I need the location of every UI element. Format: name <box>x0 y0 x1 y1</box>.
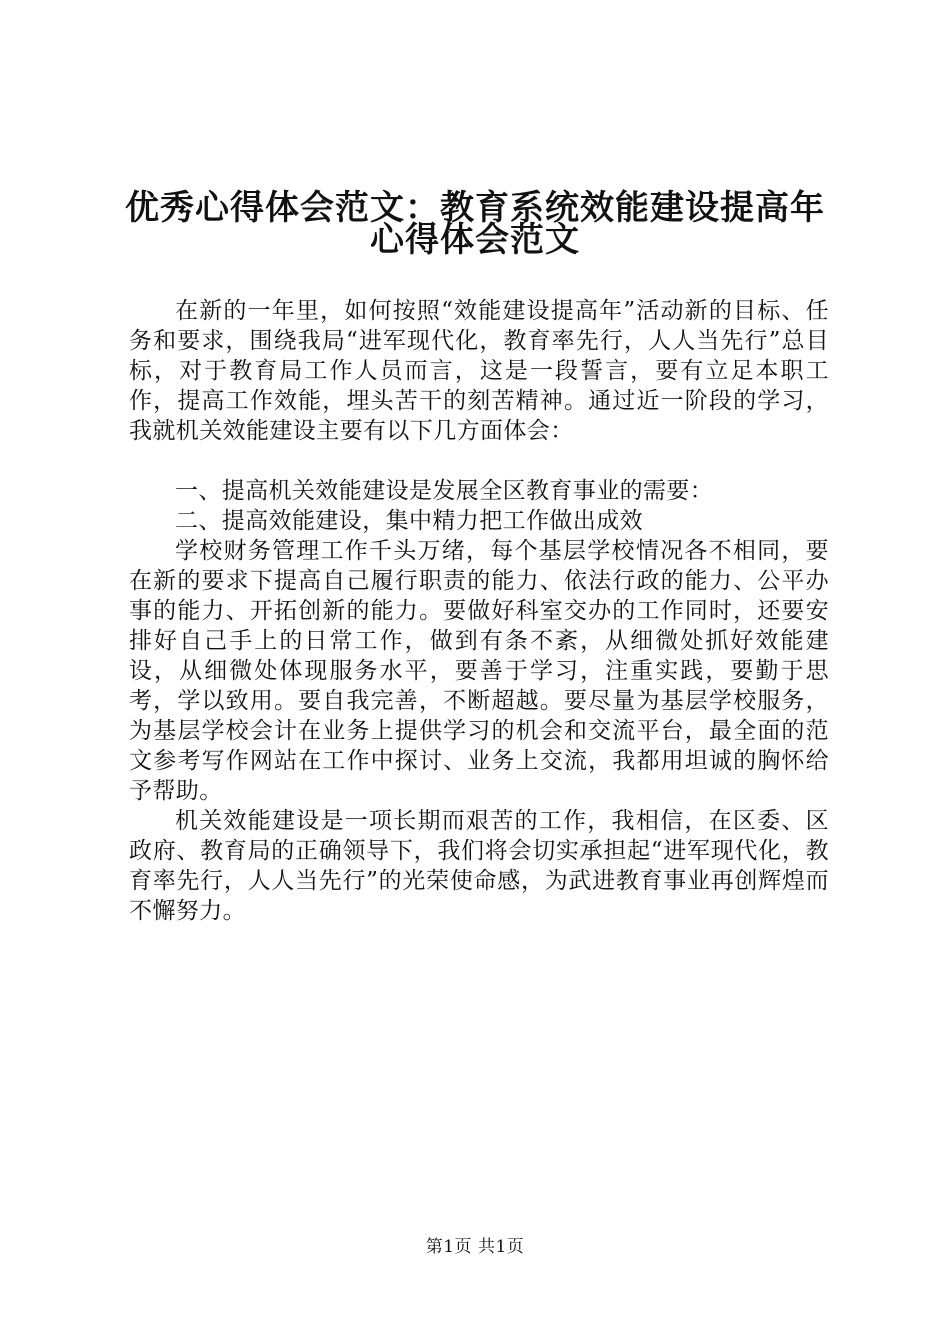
section-heading-2: 二、提高效能建设，集中精力把工作做出成效 <box>175 508 643 534</box>
paragraph-finance: 学校财务管理工作千头万绪，每个基层学校情况各不相同，要在新的要求下提高自己履行职责的能力、依法行政的能力、公平办事的能力、开拓创新的能力。要做好科室交办的工作同时，还要安排好自己手上的日常工作，做到有条不紊，从细微处抓好效能建设，从细微处体现服务水平，要善于学习，注重实践，要勤于思考，学以致用。要自我完善，不断超越。要尽量为基层学校服务，为基层学校会计在业务上提供学习的机会和交流平台，最全面的范文参考写作网站在工作中探讨、业务上交流，我都用坦诚的胸怀给予帮助。 <box>129 538 829 804</box>
paragraph-intro: 在新的一年里，如何按照“效能建设提高年”活动新的目标、任务和要求，围绕我局“进军现代化，教育率先行，人人当先行”总目标，对于教育局工作人员而言，这是一段誓言，要有立足本职工作，提高工作效能，埋头苦干的刻苦精神。通过近一阶段的学习，我就机关效能建设主要有以下几方面体会： <box>129 298 829 444</box>
paragraph-spacer <box>129 446 829 476</box>
section-heading-1: 一、提高机关效能建设是发展全区教育事业的需要： <box>175 478 714 504</box>
paragraph-conclusion: 机关效能建设是一项长期而艰苦的工作，我相信，在区委、区政府、教育局的正确领导下，我们将会切实承担起“进军现代化，教育率先行，人人当先行”的光荣使命感，为武进教育事业再创辉煌而不懈努力。 <box>129 808 829 924</box>
document-title-line-2: 心得体会范文 <box>370 220 580 260</box>
document-title-line-1: 优秀心得体会范文：教育系统效能建设提高年 <box>125 188 825 228</box>
page-footer: 第1页 共1页 <box>425 1237 525 1257</box>
document-body <box>129 296 829 926</box>
